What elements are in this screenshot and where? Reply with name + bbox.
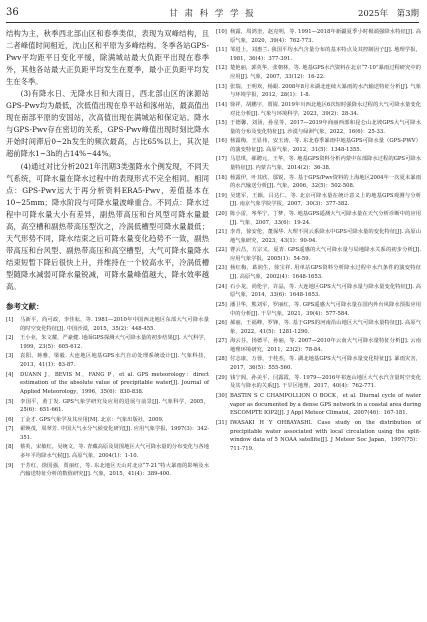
reference-number: [4] (6, 371, 14, 378)
reference-number: [5] (6, 398, 14, 405)
reference-item (216, 374, 421, 392)
reference-item (216, 392, 421, 418)
reference-number: [15] (216, 119, 227, 126)
reference-item (6, 398, 209, 416)
reference-text: 海云芬，扬德平，孙丽，等. 2007—2010年云南大气可降水量特征分析[J]. 云南地理环境研究，2011，23(2)：78-84. (230, 338, 421, 353)
reference-text: 马新平，尚可政，李佳耘，等. 1981—2010年中国西北地区东部大气可降水量的时空变化特征[J]. 中国沙漠，2015，35(2)：448-455. (20, 317, 209, 332)
reference-text: 郝丽，王福峰，罗锋，等. 基于GPS的河南沿山地区大气可降水量特征[J]. 高原气象，2022，41(5)：1281-1290. (230, 320, 421, 335)
reference-item (216, 101, 421, 119)
reference-number: [26] (216, 320, 227, 326)
reference-item (216, 192, 421, 210)
reference-item (6, 352, 209, 370)
reference-number: [6] (6, 416, 14, 423)
reference-item (216, 210, 421, 228)
reference-text: 邹进上，刘惠兰. 我国平均水汽含量分布的基本特点及其控制因子[J]. 地理学报，1981，36(4)：377-391. (230, 47, 421, 62)
reference-text: 石小龙，尚伦宇，许晶，等. 大连地区GPS大气可降水量与降水量变化特征[J]. 高原气象，2014，33(6)：1648-1653. (230, 283, 421, 299)
reference-number: [12] (216, 65, 227, 72)
reference-text: 马思琪，郝聘元，王华，等. 地基GPS资料分析内蒙中东部降水过程的GPS可降水量特征[J]. 内蒙古气象，2014(2)：36-38. (230, 156, 421, 172)
reference-number: [11] (216, 47, 227, 54)
issue-label: 2025年 第3期 (357, 9, 419, 19)
reference-text: 于德馨，刘汤，孙星等，2017—2019年商丽西部和昆仑山北坡GPS大气可降水量的分布及变化特征[J]. 沙漠与绿洲气象，2022，16(6)：25-33. (230, 119, 421, 135)
reference-item (216, 137, 421, 155)
reference-number: [1] (6, 317, 14, 324)
reference-number: [9] (6, 462, 14, 469)
reference-item (6, 443, 209, 461)
reference-text: 钱宁阁，孙美平，闫露霞，等. 1979—2016年祁连山地区大气水汽含量时空变化及其与降水的关系[J]. 干旱区地理，2017，40(4)：762-771. (230, 374, 421, 390)
reference-number: [17] (216, 156, 227, 163)
reference-item (216, 283, 421, 301)
reference-number: [23] (216, 265, 227, 272)
reference-item (216, 228, 421, 246)
reference-number: [29] (216, 374, 227, 381)
reference-item (216, 337, 421, 355)
reference-text: IWASAKI H Y OHBAYASHI. Case study on the distribution of precipitable water associated with local circulation using the split-window data of 5 NOAA satellite[J]. J Meteor Soc Japan，1997(75)：711-719. (230, 419, 421, 453)
reference-text: 徐祥，胡鹏宇，贾锟. 2019年川西北地区6次短时强降水过程的大气可降水量变化对比分析[J]. 气象与环境科学，2023，39(2)：28-34. (230, 101, 421, 117)
reference-text: 李国平，黄丁发. GPS气象学研究及应用的进展与前景[J]. 气象科学，2005，25(6)：651-661. (20, 398, 209, 414)
reference-number: [24] (216, 283, 227, 290)
reference-item (216, 246, 421, 264)
reference-text: 王小业，朱文耀，严豪健. 地面GPS探测大气可降水量的初步结果[J]. 大气科学，1999，23(5)：605-612. (20, 335, 209, 351)
reference-list-left (6, 316, 209, 479)
reference-text: 潘卫华，熊刘军，罗丽红，等. GPS遥感大气可降水量在国内外台风降水预报应用中的分析[J]. 干旱气象，2021，39(4)：577-584. (230, 301, 421, 317)
reference-item (216, 419, 421, 454)
page-header (6, 8, 419, 23)
reference-list-right (216, 28, 421, 454)
reference-text: 杨红梅，葛润生，徐宝祥. 用单站GPS资料分析降水过程中水汽条件的演变特征[J]. 高原气象，2002(4)：1648-1653. (230, 265, 421, 281)
reference-item (216, 264, 421, 282)
reference-number: [25] (216, 301, 227, 308)
reference-number: [2] (6, 335, 14, 342)
reference-text: 楚艳丽，郭英华，张朝林，等. 地基GPS水汽资料在北京“7·10”暴雨过程研究中的应用[J]. 气象，2007，33(12)：16-22. (230, 65, 421, 81)
references-title: 参考文献： (6, 302, 44, 312)
reference-item (216, 28, 421, 46)
reference-item (216, 83, 421, 101)
body-paragraph: (3)有降水日、无降水日和大雨日，西北部山区的涞源站GPS-Pwv均为最低，次低值出现在阜平站和涿州站，最高值出现在南部平原的安国站，次高值出现在满城站和保定站。降水与GPS-Pwv存在密切的关系，GPS-Pwv峰值出现时刻比降水开始时间滞后0~2h发生的频次最高，占比65%以上，其次是超前降水1~3h的占14%~44%。 (6, 89, 209, 159)
reference-item (216, 174, 421, 192)
reference-text: 杨露，周鸿奎，赵克明，等. 1991—2018年新疆夏季小时极端强降水特征[J]. 高原气象，2020，39(4)：762-773. (230, 29, 421, 44)
reference-text: 吴建军，王颖，吕达仁，等. 北京可降水量在统计意义上的地基GPS观测与分析[J]. 南京气象学院学报，2007，30(3)：377-382. (230, 192, 421, 208)
reference-text: 杨露伊，叶其欣，邬锐，等. 基于GPS/Pwv资料的上海地区2004年一次夏末暴雨的水汽输送分析[J]. 气象，2006，32(5)：502-508. (230, 174, 421, 190)
reference-number: [21] (216, 229, 227, 236)
reference-text: 丁金才. GPS气象学及其应用[M]. 北京：气象出版社，2009. (20, 416, 164, 423)
reference-number: [28] (216, 356, 227, 363)
reference-number: [20] (216, 210, 227, 217)
reference-text: 于芳红，徐国强，贾丽红，等. 东北地区天山对北京“7·21”特大暴雨的影响及水汽输送特征分析的数值研究[J]. 气象，2015，41(4)：389-400. (20, 462, 209, 478)
reference-number: [13] (216, 83, 227, 90)
reference-item (216, 46, 421, 64)
reference-text: 杨露梅，王显伟，安玉涛，等. 东北春季暴雨中地基GPS可降水量（GPS-PWV）的演变特征[J]. 高原气象，2012，31(5)：1348-1355. (230, 138, 421, 153)
reference-text: 袁阳，蒋雅，梁毅. 大连地区地基GPS水汽自动处理系统设计[J]. 气象科技，2013，41(1)：83-87. (20, 353, 209, 369)
reference-number: [3] (6, 353, 14, 360)
reference-number: [27] (216, 338, 227, 345)
reference-number: [16] (216, 138, 227, 145)
reference-item (6, 416, 209, 425)
reference-number: [19] (216, 192, 227, 199)
reference-number: [10] (216, 29, 227, 35)
reference-item (6, 462, 209, 480)
body-paragraph: (4)通过对比分析2021年汛期3类强降水个例发现，不同天气系统，可降水量在降水过程中的表现形式不完全相同。相同点：GPS-Pwv远大于再分析资料ERA5-Pwv，差值基本在10~25mm；降水阶段与可降水量波峰重合。不同点：降水过程中可降水量大小有差异，副热带高压和台风型可降水量最高，高空槽和副热带高压型次之，冷涡低槽型可降水量最低；天气形势不同，降水结束之后可降水量变化趋势不一致，副热带高压和台风型、副热带高压和高空槽型，大气可降水量降水结束短暂下降后很快上升，并维持在一个较高水平，冷涡低槽型随降水减弱可降水量锐减，可降水量峰值越大，降水效率越高。 (6, 161, 209, 291)
reference-text: 付志康，万蓉，于桂杰，等. 湖北地基GPS大气可降水量变化特征[J]. 暴雨灾害，2017，36(5)：555-560. (230, 356, 421, 372)
reference-text: 陈小雷，岑华宁，丁梦，等. 地基GPS遥测大气可降水量在天气分析诊断中的应用[J]. 气象，2007，33(6)：19-24. (230, 210, 421, 226)
reference-text: 蔡英，宋敏红，吴统文，等. 青藏高原及周围地区大气可降水量的分布变化与各地多年平均降水气候[J]. 高原气象，2004(1)：1-10. (20, 444, 209, 460)
reference-text: BASTIN S C CHAMPOLLION O BOCK，et al. Diurnal cycle of water vapor as documented by a dense GPS network in a coastal area during ESCOMPTE IOP2[J]. J Appl Meteor Climatol，2007(46)：167-181. (230, 392, 421, 417)
left-column (6, 28, 209, 480)
reference-text: 翟焕茂，周翠芳. 中国大气水分气候变化研究[J]. 应用气象学报，1997(3)：342-351. (20, 426, 209, 441)
reference-item (216, 355, 421, 373)
reference-text: DUANN J，BEVIS M，FANG P，et al. GPS meteorology：direct estimation of the absolute value of precipitable water[J]. Journal of Applied Meteorology，1996，35(6)：830-838. (20, 371, 209, 396)
page-number: 36 (6, 7, 19, 18)
reference-text: 李青，徐安伦，董保华. 大理不同云系降水中GPS可降水量的变化特征[J]. 高原山地气象研究，2023，43(1)：90-94. (230, 229, 421, 244)
reference-number: [22] (216, 247, 227, 254)
right-column (216, 28, 421, 455)
reference-item (6, 316, 209, 334)
reference-number: [7] (6, 426, 14, 433)
reference-number: [18] (216, 174, 227, 181)
reference-number: [30] (216, 392, 227, 399)
body-paragraph: 结构为主，秋季西北部山区和春季类似，表现为双峰结构，且二者峰值时间相近，沈山区和平原为多峰结构。冬季各站GPS-Pwv平均距平日变化平缓，除满城站最大负距平出现在春季外，其他各站最大正负距平均发生在夏季，最小正负距平均发生在冬季。 (6, 29, 209, 87)
reference-item (216, 319, 421, 337)
reference-number: [14] (216, 101, 227, 108)
body-text (6, 28, 209, 293)
reference-item (216, 155, 421, 173)
reference-item (6, 425, 209, 443)
reference-text: 张瑞，王明欢，杨跟. 2008年8月末湖北连续大暴雨的水汽输送特征分析[J]. 气象与环境学报，2012，28(1)：1-8. (230, 83, 421, 99)
reference-item (6, 334, 209, 352)
reference-item (216, 119, 421, 137)
reference-text: 曹云昌，方宗义，夏青. GPS遥感的大气可降水量与局地降水关系的初步分析[J]. 应用气象学报，2005(1)：54-59. (230, 247, 421, 263)
reference-item (216, 64, 421, 82)
reference-number: [31] (216, 419, 227, 426)
reference-number: [8] (6, 444, 14, 451)
journal-title: 甘 肃 科 学 学 报 (169, 9, 256, 19)
reference-item (216, 301, 421, 319)
reference-item (6, 371, 209, 397)
